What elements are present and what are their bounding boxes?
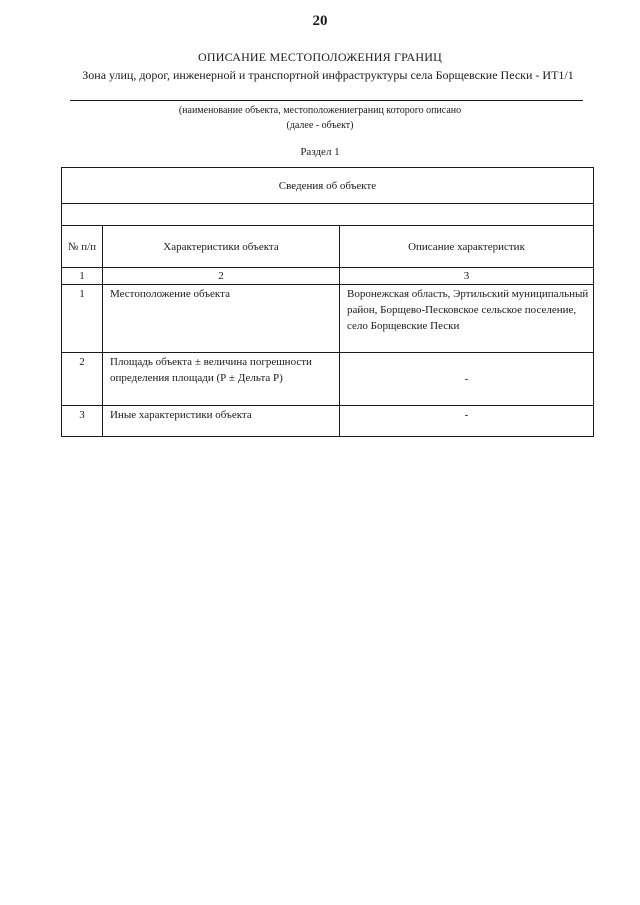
table-spacer-cell: [62, 204, 594, 226]
object-info-table: [61, 167, 594, 437]
row-num: 3: [62, 406, 103, 437]
table-index-row: [62, 268, 594, 285]
caption-line-1: (наименование объекта, местоположениеграниц которого описано: [178, 105, 462, 116]
page-number: 20: [312, 13, 328, 29]
object-name-caption: [0, 103, 640, 133]
row-description: -: [340, 353, 594, 406]
object-name-underline: [70, 100, 583, 101]
row-num: 2: [62, 353, 103, 406]
row-num: 1: [62, 285, 103, 353]
row-characteristic: Площадь объекта ± величина погрешности определения площади (Р ± Дельта Р): [103, 353, 340, 406]
header-num: № п/п: [62, 226, 103, 268]
section-title: Раздел 1: [300, 146, 340, 158]
table-row: [62, 353, 594, 406]
index-cell: 2: [103, 268, 340, 285]
table-row: [62, 285, 594, 353]
index-cell: 3: [340, 268, 594, 285]
table-row: [62, 406, 594, 437]
table-heading-row: [62, 168, 594, 204]
row-characteristic: Местоположение объекта: [103, 285, 340, 353]
table-spacer-row: [62, 204, 594, 226]
caption-line-2: (далее - объект): [286, 120, 354, 131]
table-header-row: [62, 226, 594, 268]
header-characteristic: Характеристики объекта: [103, 226, 340, 268]
row-characteristic: Иные характеристики объекта: [103, 406, 340, 437]
table-heading: Сведения об объекте: [62, 168, 594, 204]
index-cell: 1: [62, 268, 103, 285]
object-name: Зона улиц, дорог, инженерной и транспортной инфраструктуры села Борщевские Пески - ИТ1/1: [82, 68, 574, 82]
document-title: ОПИСАНИЕ МЕСТОПОЛОЖЕНИЯ ГРАНИЦ: [198, 50, 442, 64]
row-description: -: [340, 406, 594, 437]
row-description: Воронежская область, Эртильский муниципальный район, Борщево-Песковское сельское поселение, село Борщевские Пески: [340, 285, 594, 353]
header-description: Описание характеристик: [340, 226, 594, 268]
